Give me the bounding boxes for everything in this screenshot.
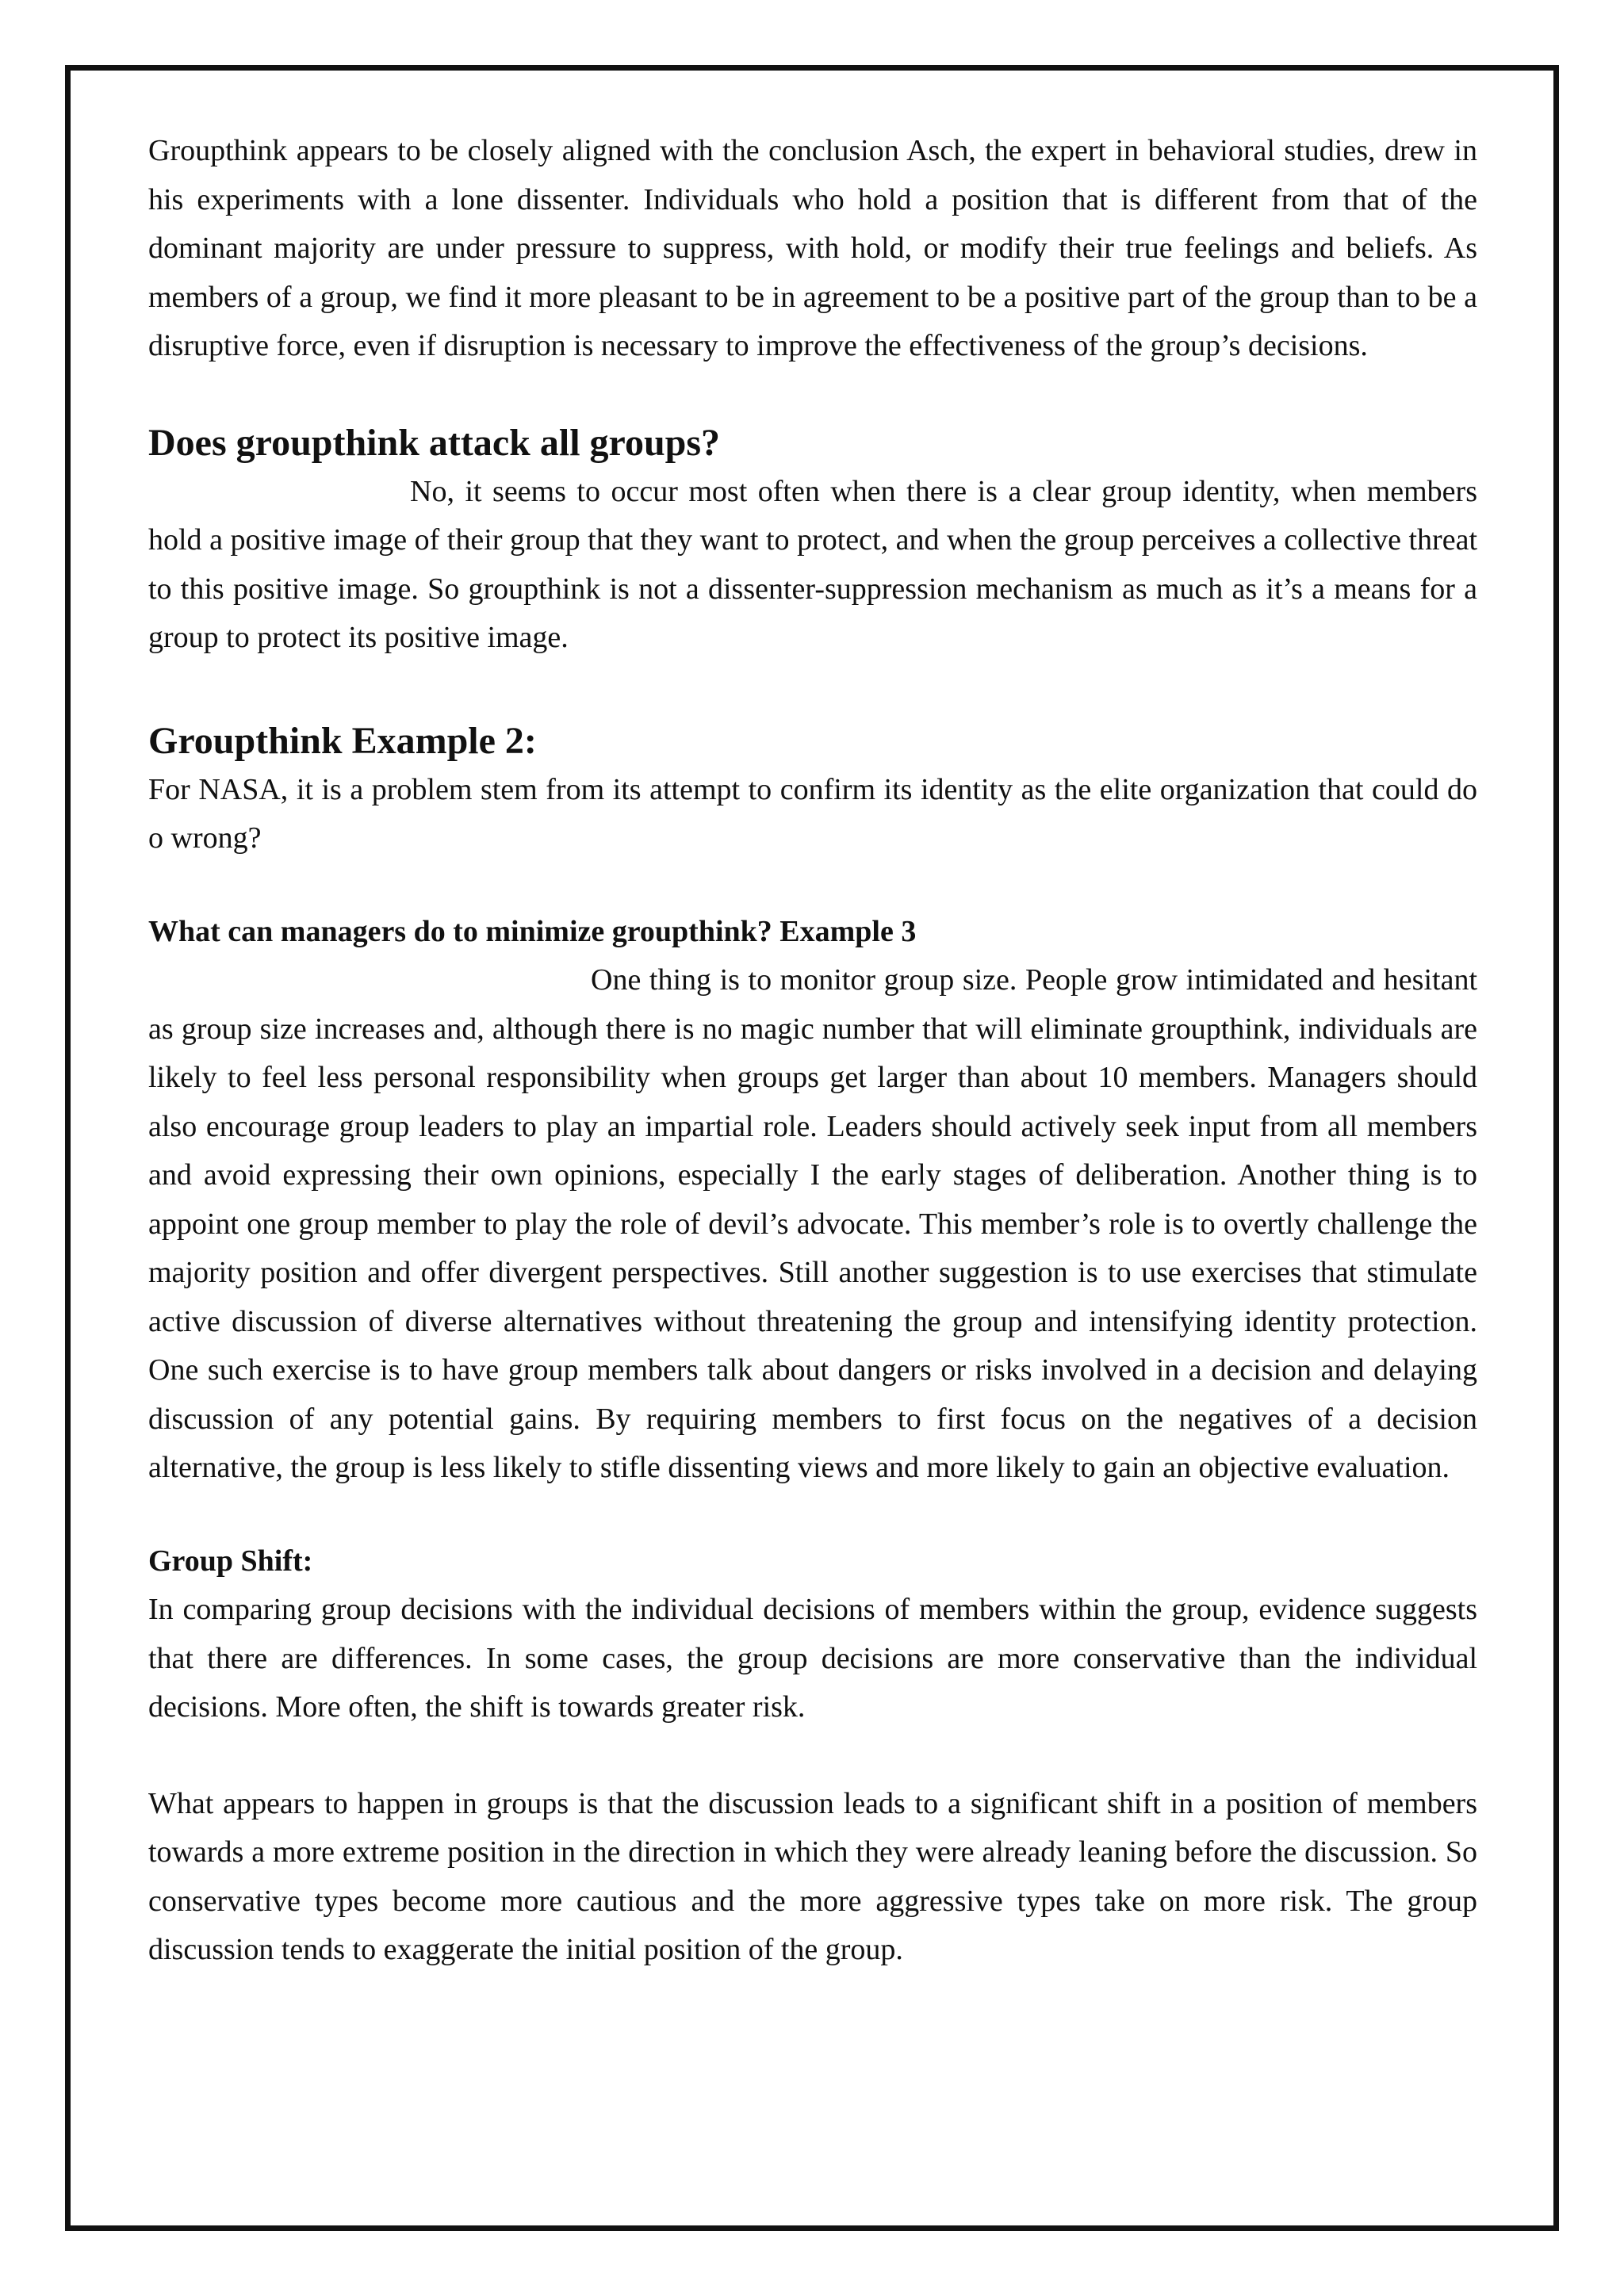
paragraph-manager-actions: One thing is to monitor group size. People grow intimidated and hesitant as group size increases and, although there is no magic number that will eliminate groupthink, individuals are likely to feel less personal responsibility when groups get larger than about 10 members. Managers should also encourage group leaders to play an impartial role. Leaders should actively seek input from all members and avoid expressing their own opinions, especially I the early stages of deliberation. Another thing is to appoint one group member to play the role of devil’s advocate. This member’s role is to overtly challenge the majority position and offer divergent perspectives. Still another suggestion is to use exercises that stimulate active discussion of diverse alternatives without threatening the group and intensifying identity protection. One such exercise is to have group members talk about dangers or risks involved in a decision and delaying discussion of any potential gains. By requiring members to first focus on the negatives of a decision alternative, the group is less likely to stifle dissenting views and more likely to gain an objective evaluation. (148, 963, 1477, 1484)
heading-groupthink-example-2: Groupthink Example 2: (148, 719, 537, 762)
paragraph-group-decisions: In comparing group decisions with the individual decisions of members within the group, evidence suggests that there are differences. In some cases, the group decisions are more conservative than the individual decisions. More often, the shift is towards greater risk. (148, 1593, 1477, 1724)
document-body (148, 127, 1477, 1975)
heading-group-shift: Group Shift: (148, 1544, 313, 1578)
paragraph-nasa: For NASA, it is a problem stem from its attempt to confirm its identity as the elite organization that could do o wrong? (148, 772, 1477, 855)
heading-minimize-groupthink: What can managers do to minimize groupthink? Example 3 (148, 914, 917, 948)
paragraph-discussion-shift: What appears to happen in groups is that the discussion leads to a significant shift in a position of members towards a more extreme position in the direction in which they were already leaning before the discussion. So conservative types become more cautious and the more aggressive types take on more risk. The group discussion tends to exaggerate the initial position of the group. (148, 1786, 1477, 1966)
paragraph-asch-conclusion: Groupthink appears to be closely aligned with the conclusion Asch, the expert in behavioral studies, drew in his experiments with a lone dissenter. Individuals who hold a position that is different from that of the dominant majority are under pressure to suppress, with hold, or modify their true feelings and beliefs. As members of a group, we find it more pleasant to be in agreement to be a positive part of the group than to be a disruptive force, even if disruption is necessary to improve the effectiveness of the group’s decisions. (148, 134, 1477, 362)
paragraph-group-identity: No, it seems to occur most often when there is a clear group identity, when members hold a positive image of their group that they want to protect, and when the group perceives a collective threat to this positive image. So groupthink is not a dissenter-suppression mechanism as much as it’s a means for a group to protect its positive image. (148, 474, 1477, 654)
heading-groupthink-attack: Does groupthink attack all groups? (148, 421, 721, 464)
